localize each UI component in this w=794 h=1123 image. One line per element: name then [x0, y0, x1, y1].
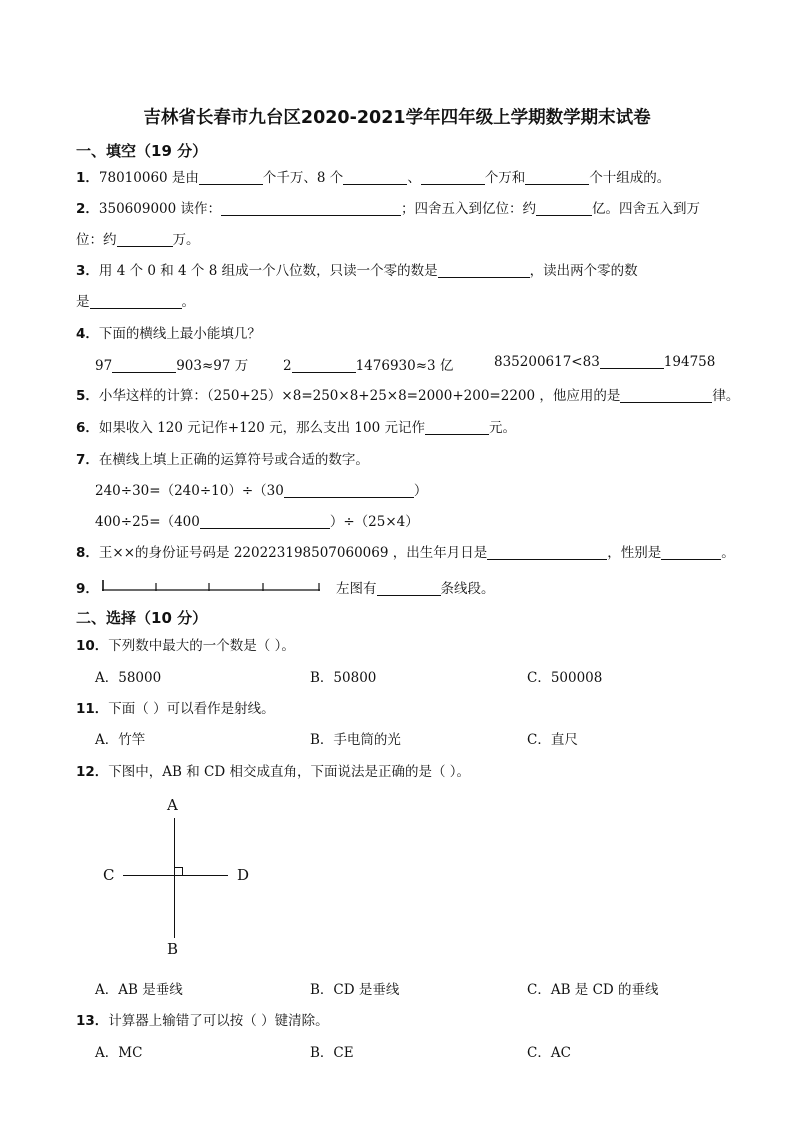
answer-blank[interactable]	[284, 484, 414, 499]
answer-blank[interactable]	[425, 421, 489, 436]
answer-blank[interactable]	[536, 202, 592, 217]
option-a[interactable]: A．58000	[95, 670, 162, 686]
question-7	[76, 448, 369, 468]
question-text: 如果收入 120 元记作+120 元，那么支出 100 元记作	[98, 420, 425, 436]
question-4	[76, 322, 261, 342]
option-b[interactable]: B．手电筒的光	[310, 732, 401, 748]
option-c[interactable]: C．500008	[527, 670, 603, 686]
question-number: 8．	[76, 545, 99, 561]
question-text: 835200617<83	[494, 354, 600, 370]
question-text: 条线段。	[440, 581, 495, 597]
question-text: 位：约	[76, 232, 117, 248]
question-number: 10．	[76, 638, 109, 654]
question-text: 个十组成的。	[589, 170, 671, 186]
question-text: ）	[413, 483, 428, 499]
question-text: 903≈97 万	[176, 358, 249, 374]
option-b[interactable]: B．CE	[310, 1045, 354, 1061]
question-text: 在横线上填上正确的运算符号或合适的数字。	[98, 452, 369, 468]
answer-blank[interactable]	[377, 582, 441, 597]
question-text: 是	[76, 294, 90, 310]
option-c[interactable]: C．直尺	[527, 732, 578, 748]
question-text: 400÷25=（400	[95, 514, 200, 530]
question-number: 3．	[76, 263, 99, 279]
question-number: 13．	[76, 1013, 109, 1029]
question-text: 78010060 是由	[98, 170, 199, 186]
option-a[interactable]: A．AB 是垂线	[95, 982, 183, 998]
question-text: 计算器上输错了可以按（ ）键清除。	[108, 1013, 329, 1029]
option-b[interactable]: B．50800	[310, 670, 377, 686]
point-label-b: B	[167, 940, 179, 958]
question-1	[76, 166, 670, 186]
question-5	[76, 384, 739, 404]
question-4-item-3	[494, 354, 715, 370]
right-angle-marker	[175, 867, 183, 875]
question-9-number	[76, 577, 99, 597]
question-text: 1476930≈3 亿	[355, 358, 454, 374]
question-text: 下图中，AB 和 CD 相交成直角，下面说法是正确的是（ ）。	[108, 764, 471, 780]
question-number: 1．	[76, 170, 99, 186]
question-7-expr-1	[95, 479, 427, 499]
point-label-d: D	[237, 866, 250, 884]
question-text: 左图有	[336, 581, 377, 597]
line-segment-figure	[100, 578, 324, 594]
line-ab	[174, 818, 175, 938]
question-text: 用 4 个 0 和 4 个 8 组成一个八位数，只读一个零的数是	[98, 263, 438, 279]
point-label-a: A	[167, 796, 178, 814]
question-text: 律。	[712, 388, 740, 404]
question-text: 元。	[488, 420, 516, 436]
answer-blank[interactable]	[117, 233, 173, 248]
question-text: 。	[181, 294, 195, 310]
question-number: 4．	[76, 326, 99, 342]
option-a[interactable]: A．竹竿	[95, 732, 146, 748]
answer-blank[interactable]	[438, 264, 530, 279]
question-text: 350609000 读作：	[98, 201, 221, 217]
answer-blank[interactable]	[421, 171, 485, 186]
question-text: ；四舍五入到亿位：约	[401, 201, 536, 217]
section-fill-in: 一、填空（19 分）	[76, 142, 208, 160]
point-label-c: C	[103, 866, 115, 884]
question-text: ）÷（25×4）	[329, 514, 419, 530]
question-number: 12．	[76, 764, 109, 780]
question-2	[76, 197, 700, 217]
question-number: 6．	[76, 420, 99, 436]
question-12	[76, 760, 470, 780]
question-text: 亿。四舍五入到万	[592, 201, 700, 217]
question-number: 9．	[76, 581, 99, 597]
question-11	[76, 697, 275, 717]
line-cd	[123, 875, 228, 876]
question-3	[76, 259, 638, 279]
question-3-cont	[76, 290, 195, 310]
answer-blank[interactable]	[90, 295, 182, 310]
page-title: 吉林省长春市九台区2020-2021学年四年级上学期数学期末试卷	[143, 108, 651, 128]
question-13	[76, 1009, 329, 1029]
question-text: 下列数中最大的一个数是（ ）。	[108, 638, 295, 654]
question-text: ，读出两个零的数	[529, 263, 638, 279]
question-text: 王××的身份证号码是 220223198507060069 ，出生年月日是	[98, 545, 488, 561]
option-b[interactable]: B．CD 是垂线	[310, 982, 400, 998]
question-6	[76, 416, 516, 436]
question-7-expr-2	[95, 510, 419, 530]
option-c[interactable]: C．AC	[527, 1045, 571, 1061]
question-text: ，性别是	[607, 545, 662, 561]
question-8	[76, 541, 735, 561]
answer-blank[interactable]	[487, 546, 607, 561]
answer-blank[interactable]	[200, 515, 330, 530]
question-number: 7．	[76, 452, 99, 468]
question-text: 个千万、8 个	[262, 170, 344, 186]
answer-blank[interactable]	[112, 359, 176, 374]
question-text: 240÷30=（240÷10）÷（30	[95, 483, 284, 499]
option-a[interactable]: A．MC	[95, 1045, 143, 1061]
question-text: 万。	[172, 232, 200, 248]
question-9	[336, 577, 495, 597]
answer-blank[interactable]	[525, 171, 589, 186]
question-text: 2	[283, 358, 292, 374]
question-text: 下面的横线上最小能填几？	[98, 326, 261, 342]
question-number: 5．	[76, 388, 99, 404]
answer-blank[interactable]	[661, 546, 721, 561]
question-text: 、	[407, 170, 421, 186]
answer-blank[interactable]	[343, 171, 407, 186]
question-text: 个万和	[484, 170, 526, 186]
question-2-cont	[76, 228, 200, 248]
question-text: 。	[721, 545, 735, 561]
answer-blank[interactable]	[292, 359, 356, 374]
question-text: 97	[95, 358, 113, 374]
answer-blank[interactable]	[600, 355, 664, 370]
answer-blank[interactable]	[199, 171, 263, 186]
question-text: 下面（ ）可以看作是射线。	[108, 701, 275, 717]
question-4-item-1	[95, 354, 248, 374]
question-text: 194758	[663, 354, 716, 370]
question-text: 小华这样的计算：（250+25）×8=250×8+25×8=2000+200=2200 ，他应用的是	[98, 388, 621, 404]
answer-blank[interactable]	[221, 202, 401, 217]
section-multiple-choice: 二、选择（10 分）	[76, 609, 208, 627]
question-10	[76, 634, 295, 654]
question-number: 2．	[76, 201, 99, 217]
answer-blank[interactable]	[620, 389, 712, 404]
question-4-item-2	[283, 354, 453, 374]
question-number: 11．	[76, 701, 109, 717]
option-c[interactable]: C．AB 是 CD 的垂线	[527, 982, 659, 998]
